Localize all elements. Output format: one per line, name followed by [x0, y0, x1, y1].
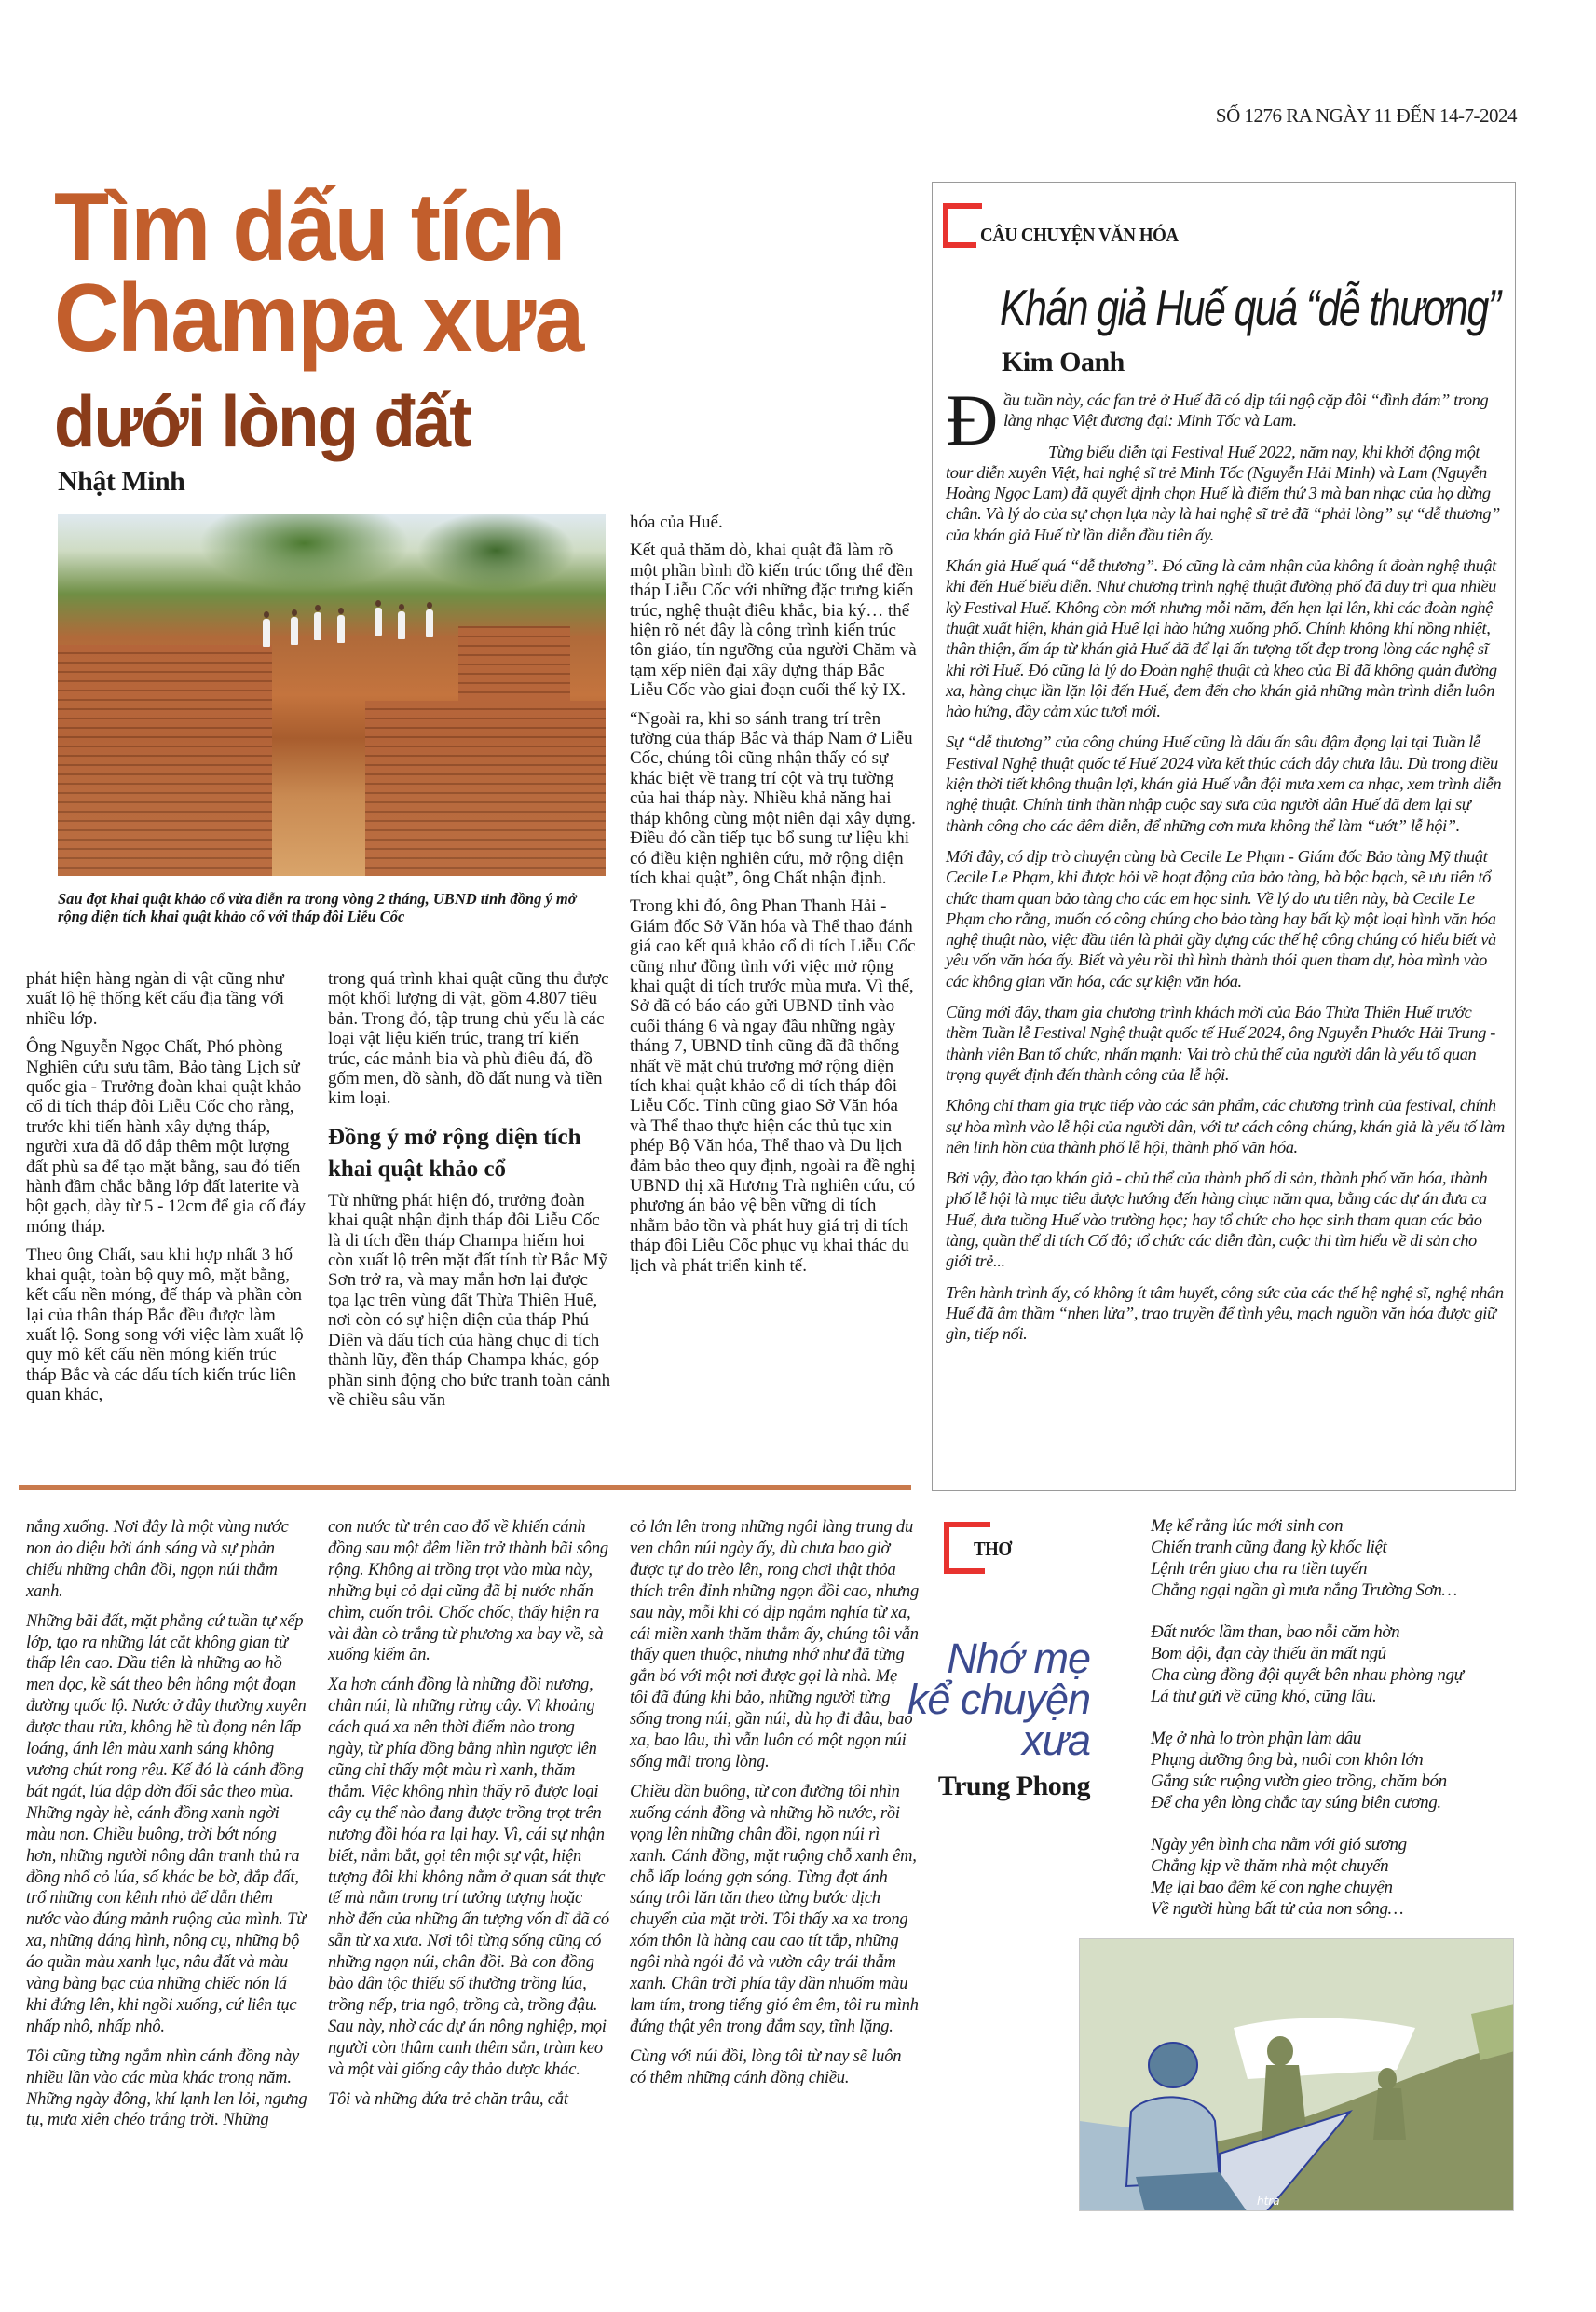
poem-title-line: Nhớ mẹ	[947, 1635, 1090, 1682]
paragraph: Từ những phát hiện đó, trưởng đoàn khai quật nhận định tháp đôi Liễu Cốc là di tích đền tháp Champa hiếm hoi còn xuất lộ trên mặt đất tính từ Bắc Mỹ Sơn trở ra, và may mắn hơn lại được tọa lạc trên vùng đất Thừa Thiên Huế, nơi còn có sự hiện diện của tháp Phú Diên và dấu tích của hàng chục di tích thành lũy, đền tháp Champa khác, góp phần sinh động cho bức tranh toàn cảnh về chiều sâu văn	[328, 1190, 611, 1410]
paragraph: trong quá trình khai quật cũng thu được một khối lượng di vật, gồm 4.807 tiêu bản. Trong đó, tập trung chủ yếu là các loại vật liệu kiến trúc, trang trí kiến trúc, các mảnh bia và phù điêu đá, đồ gốm men, đồ sành, đồ đất nung và tiền kim loại.	[328, 969, 609, 1109]
paragraph: Tôi cũng từng ngắm nhìn cánh đồng này nhiều lần vào các mùa khác trong năm. Những ngày đông, khí lạnh len lỏi, ngưng tụ, mưa xiên chéo trắng trời. Những	[26, 2046, 307, 2130]
paragraph: hóa của Huế.	[630, 513, 723, 532]
paragraph: Theo ông Chất, sau khi hợp nhất 3 hố khai quật, toàn bộ quy mô, mặt bằng, kết cấu nền móng, đế tháp và phần còn lại của thân tháp Bắc đều được làm xuất lộ. Song song với việc làm xuất lộ quy mô kết cấu nền móng kiến trúc tháp Bắc và các dấu tích kiến trúc liên quan khác,	[26, 1245, 304, 1405]
paragraph: phát hiện hàng ngàn di vật cũng như xuất lộ hệ thống kết cấu địa tầng với nhiều lớp.	[26, 969, 285, 1029]
column-2-bottom	[328, 1191, 612, 1410]
brick-ruin	[365, 701, 606, 876]
poem-stanza	[1151, 1621, 1464, 1707]
poem-line: Để cha yên lòng chắc tay súng biên cương.	[1151, 1793, 1441, 1813]
essay-column-2	[328, 1517, 612, 2118]
paragraph: Trên hành trình ấy, có không ít tâm huyết, công sức của các thế hệ nghệ sĩ, nghệ nhân Huế đã âm thầm “nhen lửa”, trao truyền để tình yêu, mạch nguồn văn hóa được giữ gìn, tiếp nối.	[946, 1282, 1504, 1344]
person-figure	[291, 617, 298, 645]
person-figure	[398, 611, 405, 639]
poem-body	[1151, 1515, 1464, 1940]
person-figure	[337, 615, 345, 643]
excavation-photo	[58, 514, 606, 876]
poem-line: Cha cùng đồng đội quyết bên nhau phòng ngự	[1151, 1665, 1464, 1685]
poem-title-line: xưa	[1021, 1717, 1090, 1764]
poem-line: Về người hùng bất tử của non sông…	[1151, 1899, 1404, 1919]
article-subheading: Đồng ý mở rộng diện tích khai quật khảo cổ	[328, 1124, 581, 1182]
poem-title-line: kể chuyện	[907, 1676, 1090, 1723]
paragraph: Khán giả Huế quá “dễ thương”. Đó cũng là cảm nhận của không ít đoàn nghệ thuật khi đến Huế biểu diễn. Như chương trình nghệ thuật đường phố đã duy trì qua nhiều kỳ Festival Huế. Không còn mới nhưng mỗi năm, đến hẹn lại lên, khi các đoàn nghệ thuật xuất hiện, khán giả Huế lại hào hứng xuống phố. Chính không khí nồng nhiệt, thân thiện, ấm áp từ khán giả Huế đã để lại ấn tượng tốt đẹp trong lòng các nghệ sĩ khi rời Huế. Đó cũng là lý do Đoàn nghệ thuật cà kheo của Bỉ đã không quản đường xa, hàng chục lần lặn lội đến Huế, đem đến cho khán giả những màn trình diễn luôn hào hứng, đầy cảm xúc tươi mới.	[946, 556, 1497, 721]
drop-cap: Đ	[946, 379, 998, 460]
person-figure	[426, 609, 433, 637]
article-column-3	[630, 513, 919, 1284]
mother-soldiers-illustration	[1080, 1939, 1514, 2211]
paragraph: Kết quả thăm dò, khai quật đã làm rõ một phần bình đồ kiến trúc tổng thể đền tháp Liễu Cốc với những đặc trưng kiến trúc, nghệ thuật điêu khắc, bia ký… thể hiện rõ nét đây là công trình kiến trúc tôn giáo, tín ngưỡng của người Chăm và tạm xếp niên đại xây dựng tháp Bắc Liễu Cốc vào giai đoạn cuối thế kỷ IX.	[630, 540, 917, 701]
paragraph: nắng xuống. Nơi đây là một vùng nước non ảo diệu bởi ánh sáng và sự phản chiếu những chân đồi, ngọn núi thẳm xanh.	[26, 1518, 289, 1601]
poem-line: Chiến tranh cũng đang kỳ khốc liệt	[1151, 1538, 1387, 1557]
issue-date: SỐ 1276 RA NGÀY 11 ĐẾN 14-7-2024	[1215, 104, 1517, 127]
paragraph: Mới đây, có dịp trò chuyện cùng bà Cecile Le Phạm - Giám đốc Bảo tàng Mỹ thuật Cecile Le Phạm, khi được hỏi về hoạt động của bảo tàng, bà bộc bạch, sẽ ưu tiên tổ chức tham quan bảo tàng cho các em học sinh. Về lý do ưu tiên này, bà Cecile Le Phạm cho rằng, muốn có công chúng cho bảo tàng hay bất kỳ một loại hình văn hóa nghệ thuật nào, việc đầu tiên là phải gầy dựng các thế hệ công chúng có hiểu biết và yêu vốn văn hóa ấy. Biết và yêu rồi thì hình thành thói quen tham dự, hòa mình vào các không gian văn hóa, các sự kiện văn hóa.	[946, 846, 1496, 991]
poem-line: Đất nước lầm than, bao nỗi căm hờn	[1151, 1622, 1400, 1642]
lead-text: ầu tuần này, các fan trẻ ở Huế đã có dịp tái ngộ cặp đôi “đình đám” trong làng nhạc Việt đương đại: Minh Tốc và Lam.	[1003, 390, 1489, 431]
photo-caption: Sau đợt khai quật khảo cổ vừa diễn ra trong vòng 2 tháng, UBND tỉnh đồng ý mở rộng diện tích khai quật khảo cổ với tháp đôi Liễu Cốc	[58, 890, 577, 925]
headline-line-3: dưới lòng đất	[54, 380, 471, 462]
brick-ruin	[458, 626, 570, 701]
brick-ruin	[58, 645, 272, 876]
paragraph: Cũng mới đây, tham gia chương trình khách mời của Báo Thừa Thiên Huế trước thềm Tuần lễ Festival Nghệ thuật quốc tế Huế 2024, ông Nguyễn Phước Hải Trung - thành viên Ban tổ chức, nhấn mạnh: Vai trò chủ thể của người dân là yếu tố quan trọng quyết định đến thành công của lễ hội.	[946, 1003, 1495, 1084]
paragraph: Chiều dần buông, từ con đường tôi nhìn xuống cánh đồng và những hồ nước, rồi vọng lên những chân đồi, ngọn núi rì xanh. Cánh đồng, mặt ruộng chỗ xanh êm, chỗ lấp loáng gợn sóng. Từng đợt ánh sáng trôi lăn tăn theo từng bước dịch chuyển của mặt trời. Tôi thấy xa xa trong xóm thôn là hàng cau cao tít tắp, những ngôi nhà ngói đỏ và vườn cây trái thẫm xanh. Chân trời phía tây dần nhuốm màu lam tím, trong tiếng gió êm êm, tôi ru mình đứng thật yên trong đắm say, tĩnh lặng.	[630, 1782, 919, 2036]
paragraph: Từng biểu diễn tại Festival Huế 2022, năm nay, khi khởi động một tour diễn xuyên Việt, hai nghệ sĩ trẻ Minh Tốc (Nguyễn Hải Minh) và Lam (Nguyễn Hoàng Ngọc Lam) đã quyết định chọn Huế là điểm thứ 3 mà ban nhạc của họ dừng chân. Và lý do của sự chọn lựa này là hai nghệ sĩ trẻ đã “phải lòng” sự “dễ thương” của khán giả Huế từ lần diễn đầu tiên ấy.	[946, 442, 1501, 544]
lead-paragraph	[946, 379, 1505, 460]
poem-line: Lá thư gửi về cũng khó, cũng lâu.	[1151, 1687, 1377, 1706]
poem-line: Lệnh trên giao cha ra tiền tuyến	[1151, 1559, 1368, 1579]
paragraph: Những bãi đất, mặt phẳng cứ tuần tự xếp lớp, tạo ra những lát cắt không gian từ thấp lên cao. Đầu tiên là những ao hồ men dọc, kề sát theo bên hông một đoạn đường quốc lộ. Nước ở đây thường xuyên được thau rửa, không hề tù đọng nên lấp loáng, ánh lên màu xanh sáng không vương chút rong rêu. Kế đó là cánh đồng bát ngát, lúa dập dờn đổi sắc theo mùa. Những ngày hè, cánh đồng xanh ngời màu non. Chiều buông, trời bớt nóng hơn, những người nông dân tranh thủ ra đồng nhổ cỏ lúa, số khác be bờ, đắp đất, trổ những con kênh nhỏ để dẫn thêm nước vào đúng mảnh ruộng của mình. Từ xa, những dáng hình, nông cụ, những bộ áo quần màu xanh lục, nâu đất và màu vàng bàng bạc của những chiếc nón lá khi đứng lên, khi ngồi xuống, cứ liên tục nhấp nhô, nhấp nhô.	[26, 1611, 307, 2036]
person-figure	[314, 612, 321, 640]
poem-title	[907, 1635, 1090, 1764]
paragraph: Tôi và những đứa trẻ chăn trâu, cắt	[328, 2089, 568, 2109]
paragraph: Ông Nguyễn Ngọc Chất, Phó phòng Nghiên cứu sưu tầm, Bảo tàng Lịch sử quốc gia - Trưởng đoàn khai quật khảo cổ di tích tháp đôi Liễu Cốc cho rằng, trước khi tiến hành xây dựng tháp, người xưa đã đổ đắp thêm một lượng đất phù sa để tạo mặt bằng, sau đó tiến hành đầm chắc bằng lớp đất laterite và bột gạch, dày từ 5 - 12cm để gia cố đáy móng tháp.	[26, 1037, 306, 1237]
culture-paragraphs	[946, 442, 1505, 1345]
paragraph: “Ngoài ra, khi so sánh trang trí trên tường của tháp Bắc và tháp Nam ở Liễu Cốc, chúng tôi cũng nhận thấy có sự khác biệt về trang trí cột và trụ tường của hai tháp này. Nhiều khả năng hai tháp không cùng một niên đại xây dựng. Điều đó cần tiếp tục bổ sung tư liệu khi có điều kiện nghiên cứu, mở rộng diện tích khai quật”, ông Chất nhận định.	[630, 708, 916, 888]
culture-story-body	[946, 379, 1505, 1354]
person-figure	[375, 608, 382, 636]
paragraph: Không chỉ tham gia trực tiếp vào các sản phẩm, các chương trình của festival, chính sự hòa mình vào lễ hội của người dân, với tư cách công chúng, khán giả là yếu tố làm nên linh hồn của thành phố lễ hội, thành phố văn hóa.	[946, 1096, 1505, 1156]
poem-line: Phụng dưỡng ông bà, nuôi con khôn lớn	[1151, 1750, 1424, 1770]
paragraph: Trong khi đó, ông Phan Thanh Hải - Giám đốc Sở Văn hóa và Thể thao đánh giá cao kết quả khảo cổ di tích Liễu Cốc cũng như đồng tình với việc mở rộng khai quật di tích trước mùa mưa. Vì thế, Sở đã có báo cáo gửi UBND tỉnh vào cuối tháng 6 và ngay đầu những ngày tháng 7, UBND tỉnh cũng đã đã thống nhất về mặt chủ trương mở rộng diện tích khai quật khảo cổ di tích tháp đôi Liễu Cốc. Tỉnh cũng giao Sở Văn hóa và Thể thao thực hiện các thủ tục xin phép Bộ Văn hóa, Thể thao và Du lịch đảm bảo theo quy định, ngoài ra đề nghị UBND thị xã Hương Trà nghiên cứu, có phương án bảo vệ bền vững di tích nhằm bảo tồn và phát huy giá trị di tích tháp đôi Liễu Cốc phục vụ khai thác du lịch và phát triển kinh tế.	[630, 896, 916, 1276]
essay-column-3	[630, 1517, 919, 2098]
poem-line: Chẳng kịp về thăm nhà một chuyến	[1151, 1856, 1389, 1876]
paragraph: Sự “dễ thương” của công chúng Huế cũng là dấu ấn sâu đậm đọng lại tại Tuần lễ Festival Nghệ thuật quốc tế Huế 2024 vừa kết thúc cách đây chưa lâu. Dù trong điều kiện thời tiết không thuận lợi, khán giả Huế vẫn đội mưa xem ca nhạc, xem trình diễn nghệ thuật. Chính tinh thần nhập cuộc say sưa của người dân Huế đã đem lại sự thành công cho các đêm diễn, để những cơn mưa không thể làm “ướt” lễ hội”.	[946, 732, 1502, 835]
headline-line-1: Tìm dấu tích	[54, 173, 565, 281]
poem-stanza	[1151, 1834, 1464, 1920]
poem-illustration	[1079, 1938, 1514, 2211]
section-label: CÂU CHUYỆN VĂN HÓA	[980, 224, 1179, 246]
poem-line: Chẳng ngại ngần gì mưa nắng Trường Sơn…	[1151, 1580, 1457, 1600]
poem-line: Mẹ lại bao đêm kể con nghe chuyện	[1151, 1878, 1393, 1897]
culture-story-author: Kim Oanh	[1002, 347, 1125, 377]
paragraph: con nước từ trên cao đổ về khiến cánh đồng sau một đêm liền trở thành bãi sông rộng. Không ai trồng trọt vào mùa này, những bụi cỏ dại cũng đã bị nước nhấn chìm, cuốn trôi. Chốc chốc, thấy hiện ra vài đàn cò trắng từ phương xa bay về, sà xuống kiếm ăn.	[328, 1518, 608, 1665]
headline-line-2: Champa xưa	[54, 265, 583, 373]
article-headline	[54, 173, 583, 373]
section-divider	[19, 1485, 911, 1490]
svg-text:htra: htra	[1257, 2195, 1280, 2208]
poem-stanza	[1151, 1515, 1464, 1601]
poem-line: Ngày yên bình cha nằm với gió sương	[1151, 1835, 1407, 1854]
poem-line: Mẹ kể rằng lúc mới sinh con	[1151, 1516, 1344, 1536]
culture-story-title: Khán giả Huế quá “dễ thương”	[1000, 279, 1500, 336]
person-figure	[263, 619, 270, 647]
poem-line: Bom dội, đạn cày thiếu ăn mất ngủ	[1151, 1644, 1386, 1663]
poem-section-label: THƠ	[974, 1538, 1012, 1560]
essay-column-1	[26, 1517, 310, 2140]
paragraph: cỏ lớn lên trong những ngôi làng trung du ven chân núi ngày ấy, dù chưa bao giờ được tự do trèo lên, rong chơi thật thỏa thích trên đỉnh những ngọn đồi cao, nhưng sau này, mỗi khi có dịp ngắm nghía từ xa, cái miền xanh thăm thẳm ấy, chúng tôi vẫn thấy quen thuộc, nhưng nhớ như đã từng gắn bó với một nơi được gọi là nhà. Mẹ tôi đã đúng khi bảo, những người từng sống trong núi, gần núi, dù họ đi đâu, bao xa, bao lâu, thì vẫn luôn có một ngọn núi sống mãi trong lòng.	[630, 1518, 920, 1772]
article-author: Nhật Minh	[58, 466, 185, 497]
section-bracket-icon	[943, 203, 976, 248]
paragraph: Bởi vậy, đào tạo khán giả - chủ thể của thành phố di sản, thành phố văn hóa, thành phố lễ hội là mục tiêu được hướng đến hàng chục năm qua, bằng các dự án đưa ca Huế, đưa tuồng Huế vào trường học; hay tổ chức cho học sinh tham quan các bảo tàng, quần thể di tích Cố đô; tổ chức các diễn đàn, cuộc thi tìm hiểu về di sản cho giới trẻ...	[946, 1169, 1488, 1271]
column-2-top	[328, 969, 612, 1109]
poem-line: Gắng sức ruộng vườn gieo trồng, chăm bón	[1151, 1772, 1447, 1791]
article-column-1	[26, 969, 310, 1414]
paragraph: Xa hơn cánh đồng là những đồi nương, chân núi, là những rừng cây. Vì khoảng cách quá xa nên thời điểm nào trong ngày, từ phía đồng bằng nhìn ngược lên cũng chỉ thấy một màu rì xanh, thăm thẳm. Việc không nhìn thấy rõ được loại cây cụ thể nào đang được trồng trọt trên nương đồi hóa ra lại hay. Vì, cái sự nhận biết, nắm bắt, gọi tên một sự vật, hiện tượng đôi khi không nằm ở quan sát thực tế mà nằm trong trí tưởng tượng hoặc nhờ đến của những ấn tượng vốn dĩ đã có sẵn từ xa xưa. Nơi tôi từng sống cũng có những ngọn núi, chân đồi. Bà con đồng bào dân tộc thiểu số thường trồng lúa, trồng nếp, tria ngô, trồng cà, trồng đậu. Sau này, nhờ các dự án nông nghiệp, mọi người còn thâm canh thêm sắn, tràm keo và một vài giống cây thảo dược khác.	[328, 1676, 609, 2079]
poem-line: Mẹ ở nhà lo tròn phận làm dâu	[1151, 1729, 1362, 1748]
paragraph: Cùng với núi đồi, lòng tôi từ nay sẽ luôn có thêm những cánh đồng chiều.	[630, 2046, 902, 2087]
poem-author: Trung Phong	[937, 1771, 1090, 1801]
poem-stanza	[1151, 1728, 1464, 1813]
article-column-2	[328, 969, 612, 1418]
